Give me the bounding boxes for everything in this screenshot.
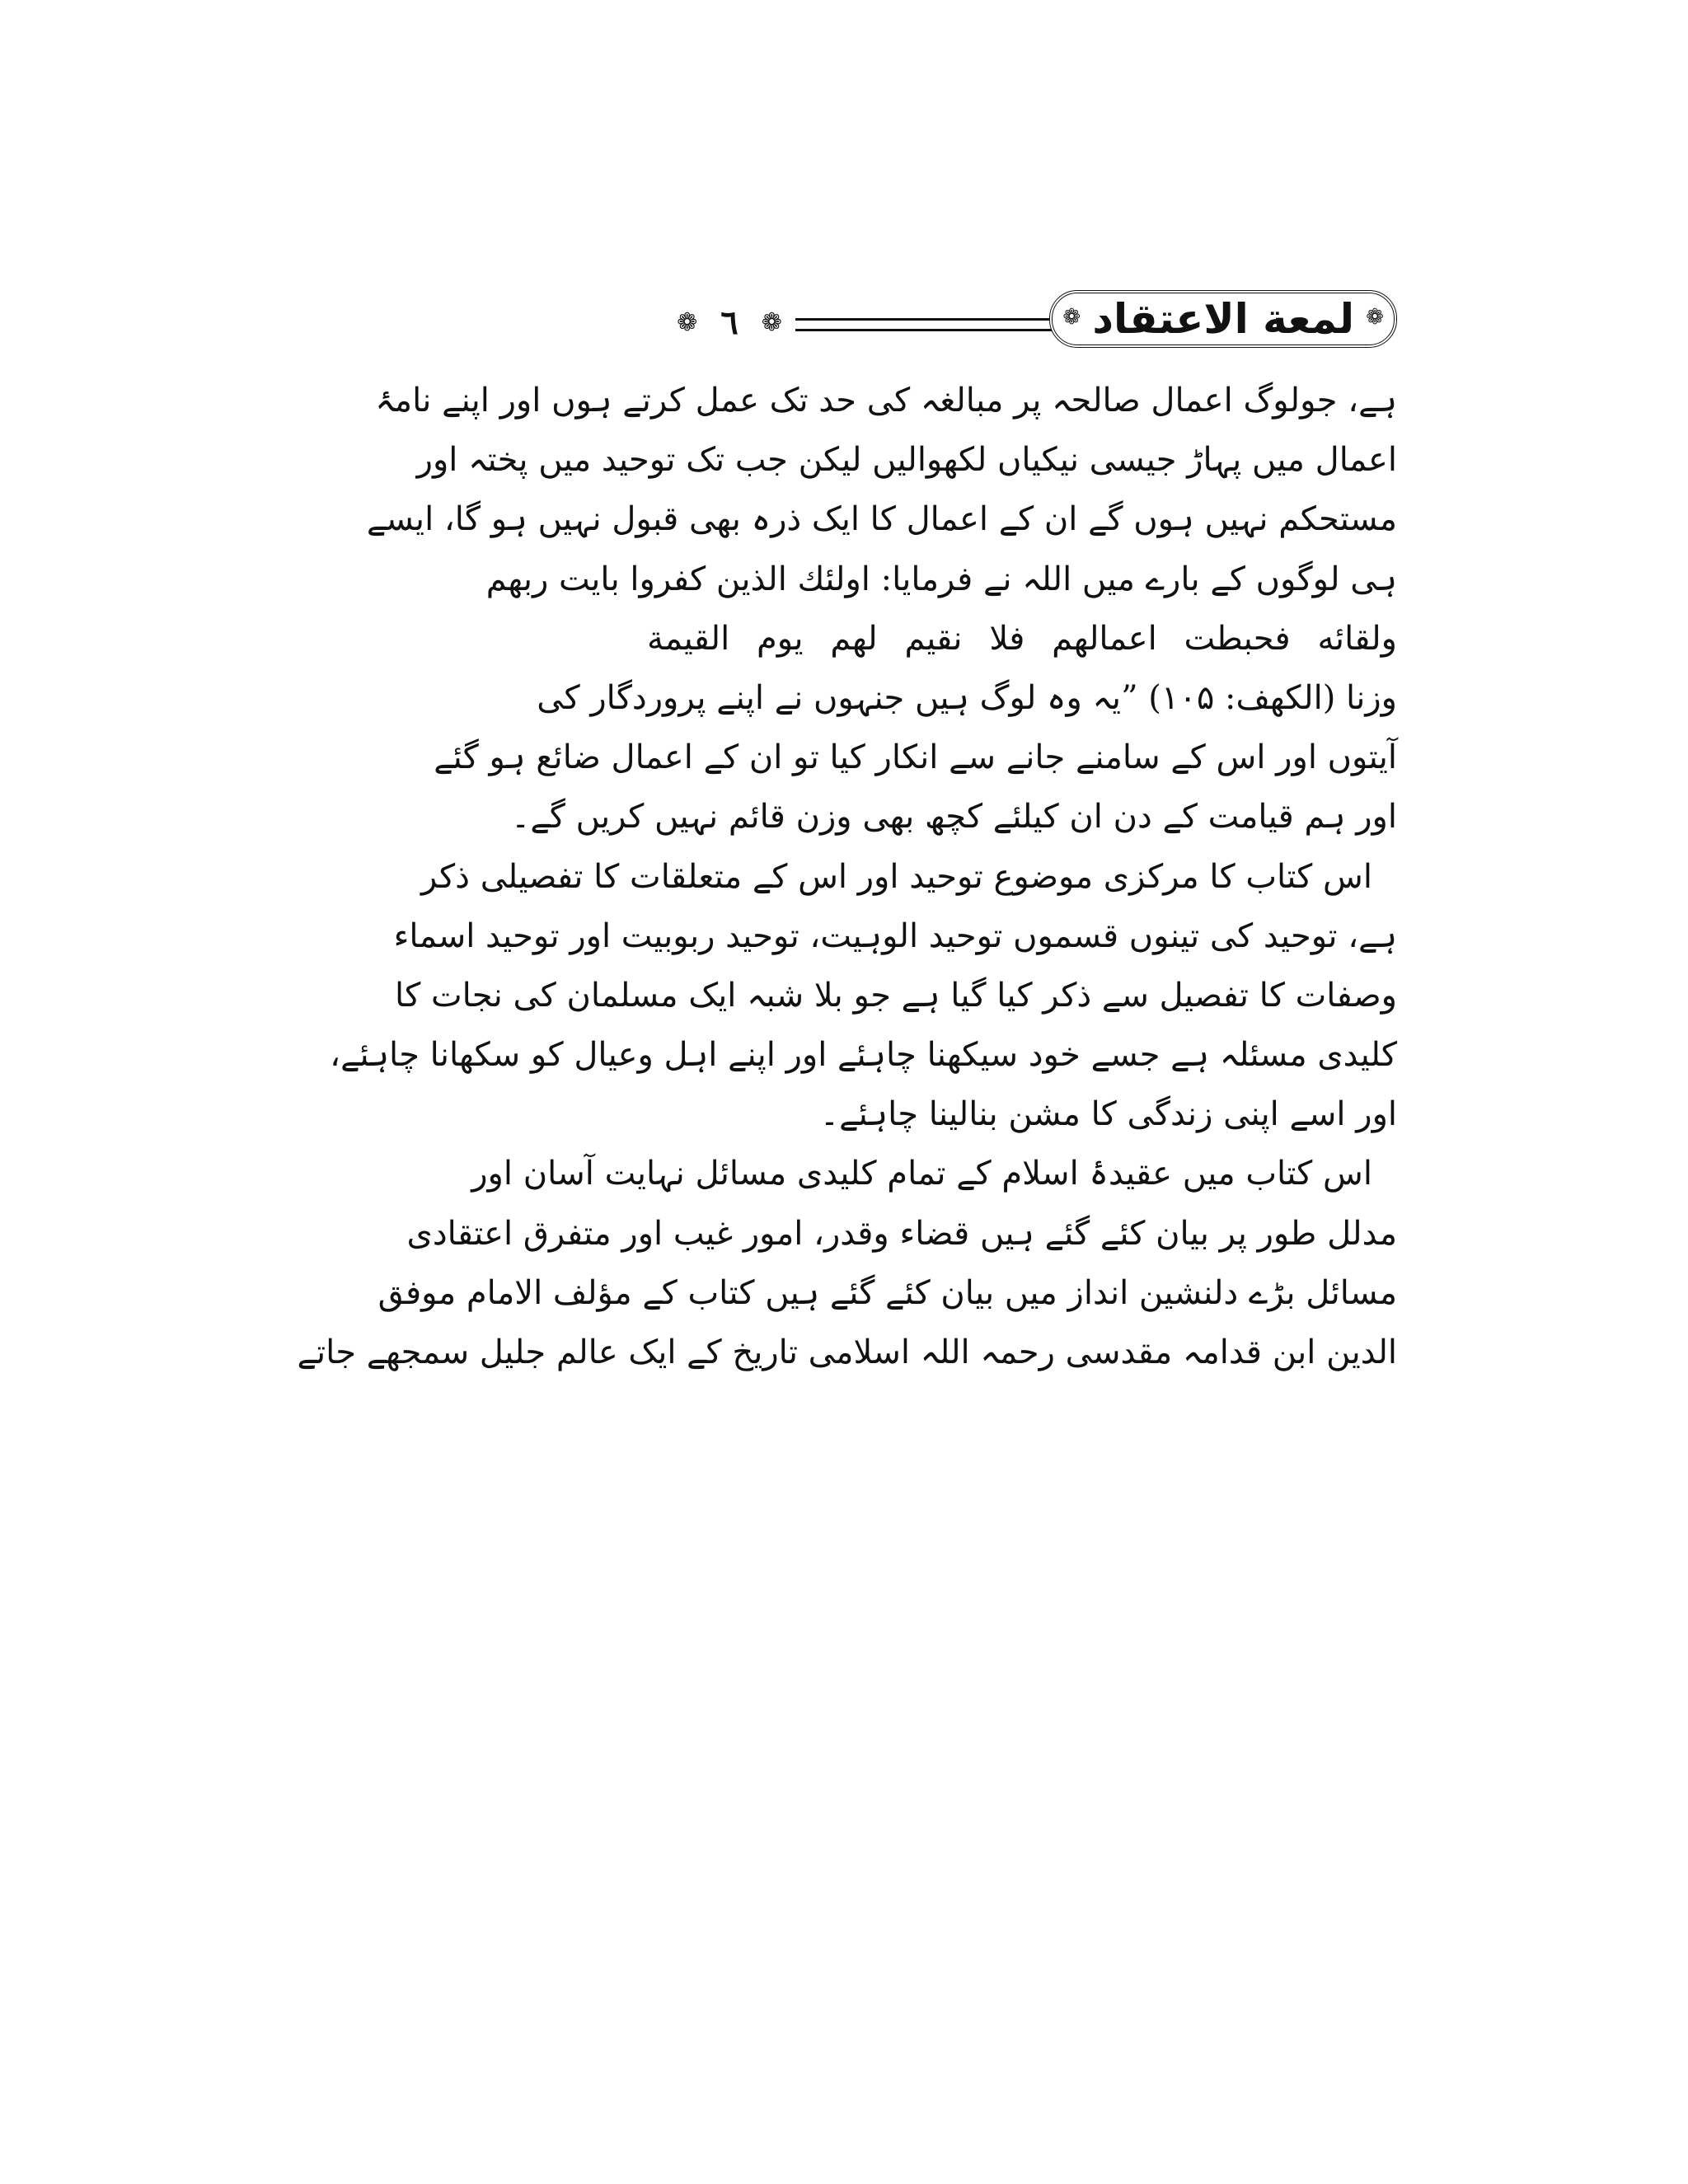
text-line: الدین ابن قدامہ مقدسی رحمہ اللہ اسلامی تاریخ کے ایک عالم جلیل سمجھے جاتے: [297, 1333, 1397, 1371]
page-body: [297, 375, 1397, 1483]
text-line: کلیدی مسئلہ ہے جسے خود سیکھنا چاہئے اور اپنے اہل وعیال کو سکھانا چاہئے،: [330, 1036, 1397, 1075]
text-line: مسائل بڑے دلنشین انداز میں بیان کئے گئے ہیں کتاب کے مؤلف الامام موفق: [377, 1273, 1397, 1312]
text-line: ہے، جولوگ اعمال صالحہ پر مبالغہ کی حد تک عمل کرتے ہوں اور اپنے نامۂ: [375, 382, 1397, 419]
page-number: ٦: [720, 303, 738, 342]
text-line: اور اسے اپنی زندگی کا مشن بنالینا چاہئے۔: [819, 1095, 1397, 1134]
paragraph-start-line: اس کتاب میں عقیدۂ اسلام کے تمام کلیدی مسائل نہایت آسان اور: [471, 1155, 1372, 1193]
text-line: آیتوں اور اس کے سامنے جانے سے انکار کیا تو ان کے اعمال ضائع ہو گئے: [434, 738, 1397, 777]
paragraph-start-line: اس کتاب کا مرکزی موضوع توحید اور اس کے متعلقات کا تفصیلی ذکر: [421, 857, 1372, 896]
text-line: ہی لوگوں کے بارے میں اللہ نے فرمایا: اولئك الذين كفروا بايت ربهم: [485, 560, 1397, 598]
text-line: اعمال میں پہاڑ جیسی نیکیاں لکھوالیں لیکن جب تک توحید میں پختہ اور: [416, 441, 1397, 480]
flower-ornament-icon: ❁: [677, 308, 698, 337]
page-number-ornament: [647, 302, 812, 344]
text-line: اور ہم قیامت کے دن ان کیلئے کچھ بھی وزن قائم نہیں کریں گے۔: [510, 798, 1397, 837]
text-line: وصفات کا تفصیل سے ذکر کیا گیا ہے جو بلا شبہ ایک مسلمان کی نجات کا: [395, 976, 1397, 1015]
flower-ornament-icon: ❁: [761, 308, 782, 337]
flower-ornament-icon: ❁: [1062, 305, 1081, 330]
running-title: لمعة الاعتقاد: [1092, 295, 1354, 343]
text-line: مدلل طور پر بیان کئے گئے ہیں قضاء وقدر، امور غیب اور متفرق اعتقادی: [406, 1214, 1397, 1253]
text-line: مستحکم نہیں ہوں گے ان کے اعمال کا ایک ذرہ بھی قبول نہیں ہو گا، ایسے: [366, 500, 1397, 539]
page-header: [647, 290, 1397, 356]
flower-ornament-icon: ❁: [1366, 305, 1384, 330]
running-title-cartouche: [1049, 290, 1397, 348]
quran-verse-line: ولقائه فحبطت اعمالهم فلا نقيم لهم يوم القيمة: [647, 619, 1397, 658]
text-line: وزنا (الكهف: ۱۰۵) ”یہ وہ لوگ ہیں جنہوں نے اپنے پروردگار کی: [537, 678, 1397, 717]
text-line: ہے، توحید کی تینوں قسموں توحید الوہیت، توحید ربوبیت اور توحید اسماء: [393, 916, 1397, 955]
